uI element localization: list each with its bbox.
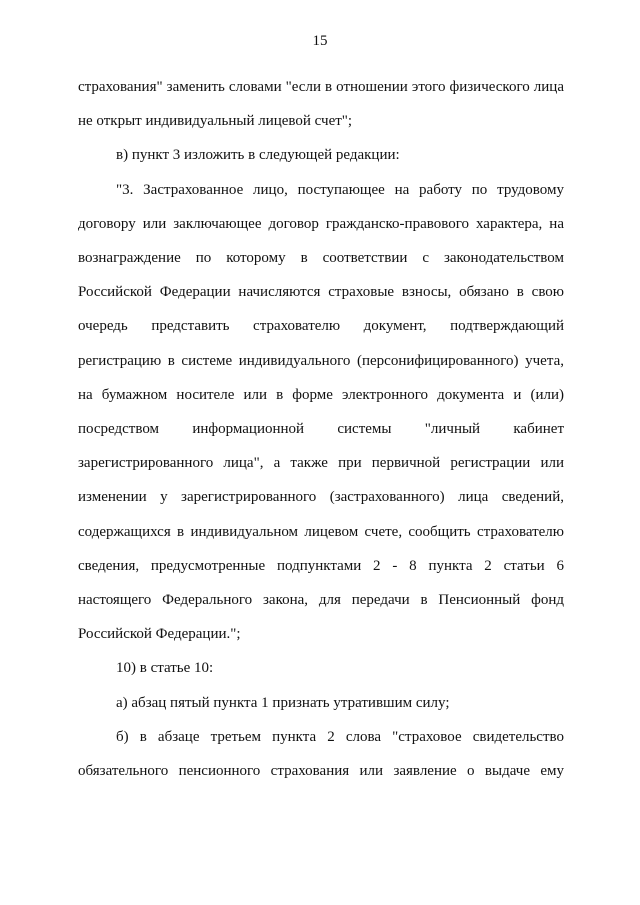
text-line: в) пункт 3 изложить в следующей редакции: <box>116 147 400 164</box>
text-line: очередь представить страхователю документ, подтверждающий <box>78 318 564 335</box>
text-line: зарегистрированного лица", а также при первичной регистрации или <box>78 455 564 472</box>
paragraph <box>78 138 564 172</box>
text-line: страхования" заменить словами "если в отношении этого физического лица <box>78 79 564 95</box>
text-line-row <box>78 549 564 583</box>
text-line: 10) в статье 10: <box>116 660 214 677</box>
paragraph <box>78 651 564 685</box>
text-line-row <box>78 275 564 309</box>
text-line-row <box>78 309 564 343</box>
text-line: Российской Федерации начисляются страховые взносы, обязано в свою <box>78 284 564 301</box>
text-line-row <box>78 207 564 241</box>
paragraph <box>78 720 564 754</box>
text-line: вознаграждение по которому в соответствии с законодательством <box>78 250 564 267</box>
text-line: а) абзац пятый пункта 1 признать утратившим силу; <box>116 694 450 711</box>
text-line: на бумажном носителе или в форме электронного документа и (или) <box>78 386 564 403</box>
text-line: договору или заключающее договор гражданско-правового характера, на <box>78 215 564 232</box>
paragraph <box>78 70 564 104</box>
page-number: 15 <box>312 33 328 49</box>
text-line: регистрацию в системе индивидуального (персонифицированного) учета, <box>78 352 564 369</box>
paragraph <box>78 754 564 788</box>
paragraph <box>78 173 564 207</box>
text-line-row <box>78 480 564 514</box>
text-line: содержащихся в индивидуальном лицевом счете, сообщить страхователю <box>78 523 564 540</box>
text-line-row <box>78 446 564 480</box>
text-line-row <box>78 344 564 378</box>
text-line-row <box>78 583 564 617</box>
text-line: настоящего Федерального закона, для передачи в Пенсионный фонд <box>78 592 564 609</box>
text-line: обязательного пенсионного страхования или заявление о выдаче ему <box>78 763 564 780</box>
document-body <box>78 70 564 788</box>
text-line-row <box>78 378 564 412</box>
paragraph <box>78 686 564 720</box>
text-line-row <box>78 241 564 275</box>
paragraph <box>78 104 564 138</box>
text-line-row <box>78 617 564 651</box>
text-line: Российской Федерации."; <box>78 626 241 643</box>
text-line: посредством информационной системы "личный кабинет <box>78 421 564 438</box>
text-line: сведения, предусмотренные подпунктами 2 - 8 пункта 2 статьи 6 <box>78 557 564 574</box>
text-line: б) в абзаце третьем пункта 2 слова "страховое свидетельство <box>116 728 564 745</box>
text-line: "3. Застрахованное лицо, поступающее на работу по трудовому <box>116 181 564 198</box>
text-line-row <box>78 412 564 446</box>
text-line-row <box>78 515 564 549</box>
text-line: не открыт индивидуальный лицевой счет"; <box>78 113 353 130</box>
text-line: изменении у зарегистрированного (застрахованного) лица сведений, <box>78 489 564 506</box>
